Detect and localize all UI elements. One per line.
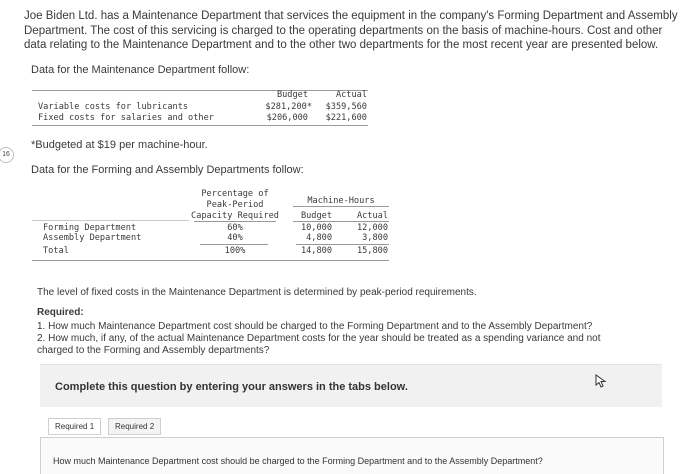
budget-footnote: *Budgeted at $19 per machine-hour. — [31, 139, 208, 151]
departments-data-heading: Data for the Forming and Assembly Departments follow: — [31, 164, 304, 176]
col-header-mh-budget: Budget — [300, 211, 332, 221]
row-label-assembly: Assembly Department — [43, 233, 142, 243]
col-header-actual: Actual — [335, 90, 367, 100]
page-number-badge: 16 — [0, 147, 14, 163]
table-rule-bottom — [32, 125, 368, 126]
mh-total-rule — [296, 244, 389, 245]
mh-subheader-rule — [293, 221, 389, 222]
pct-total-rule — [200, 244, 268, 245]
complete-instruction: Complete this question by entering your answers in the tabs below. — [55, 381, 408, 393]
cell-total-budget: 14,800 — [300, 246, 332, 256]
row-label-forming: Forming Department — [43, 223, 137, 233]
fixed-cost-note: The level of fixed costs in the Maintenance Department is determined by peak-period requirements. — [37, 287, 477, 298]
cell-assembly-actual: 3,800 — [362, 233, 388, 243]
row-label-fixed: Fixed costs for salaries and other — [38, 113, 214, 123]
required-item-2-cont: charged to the Forming and Assembly departments? — [37, 345, 270, 356]
cell-variable-actual: $359,560 — [325, 102, 367, 112]
cell-assembly-pct: 40% — [227, 233, 243, 243]
col-header-pct-line2: Peak-Period — [206, 200, 264, 210]
cell-variable-budget: $281,200* — [265, 102, 312, 112]
row-label-total: Total — [43, 246, 69, 256]
row-label-variable: Variable costs for lubricants — [38, 102, 189, 112]
cell-forming-budget: 10,000 — [300, 223, 332, 233]
col-header-machine-hours: Machine-Hours — [307, 196, 375, 206]
col-header-pct-line1: Percentage of — [201, 189, 269, 199]
departments-table-bottom-rule — [32, 260, 389, 261]
required-heading: Required: — [37, 307, 84, 318]
col-header-budget: Budget — [276, 90, 308, 100]
cell-fixed-actual: $221,600 — [325, 113, 367, 123]
cell-fixed-budget: $206,000 — [266, 113, 308, 123]
tab-question-text: How much Maintenance Department cost should be charged to the Forming Department and to the Assembly Department? — [53, 456, 543, 466]
intro-paragraph: Joe Biden Ltd. has a Maintenance Department that services the equipment in the company's Forming Department and Assembly Department. The cost of this servicing is charged to the operating departments on the basis of machine-hours. Cost and other data relating to the Maintenance Department and to the other two departments for the most recent year are presented below. — [24, 10, 678, 51]
tab-required-2[interactable]: Required 2 — [108, 418, 161, 435]
cell-total-actual: 15,800 — [356, 246, 388, 256]
required-item-2: 2. How much, if any, of the actual Maintenance Department costs for the year should be treated as a spending variance and not — [37, 333, 601, 344]
cell-assembly-budget: 4,800 — [306, 233, 332, 243]
required-item-1: 1. How much Maintenance Department cost should be charged to the Forming Department and to the Assembly Department? — [37, 321, 593, 332]
col-header-pct-line3: Capacity Required — [191, 211, 279, 221]
col-header-mh-actual: Actual — [356, 211, 388, 221]
pct-header-rule — [194, 221, 276, 222]
label-column-rule — [32, 220, 189, 221]
cell-forming-actual: 12,000 — [356, 223, 388, 233]
mouse-cursor-icon — [595, 374, 607, 393]
maintenance-data-heading: Data for the Maintenance Department follow: — [31, 64, 250, 76]
tab-required-1[interactable]: Required 1 — [48, 418, 101, 435]
cell-forming-pct: 60% — [227, 223, 243, 233]
cell-total-pct: 100% — [224, 246, 246, 256]
mh-header-rule — [293, 206, 389, 207]
